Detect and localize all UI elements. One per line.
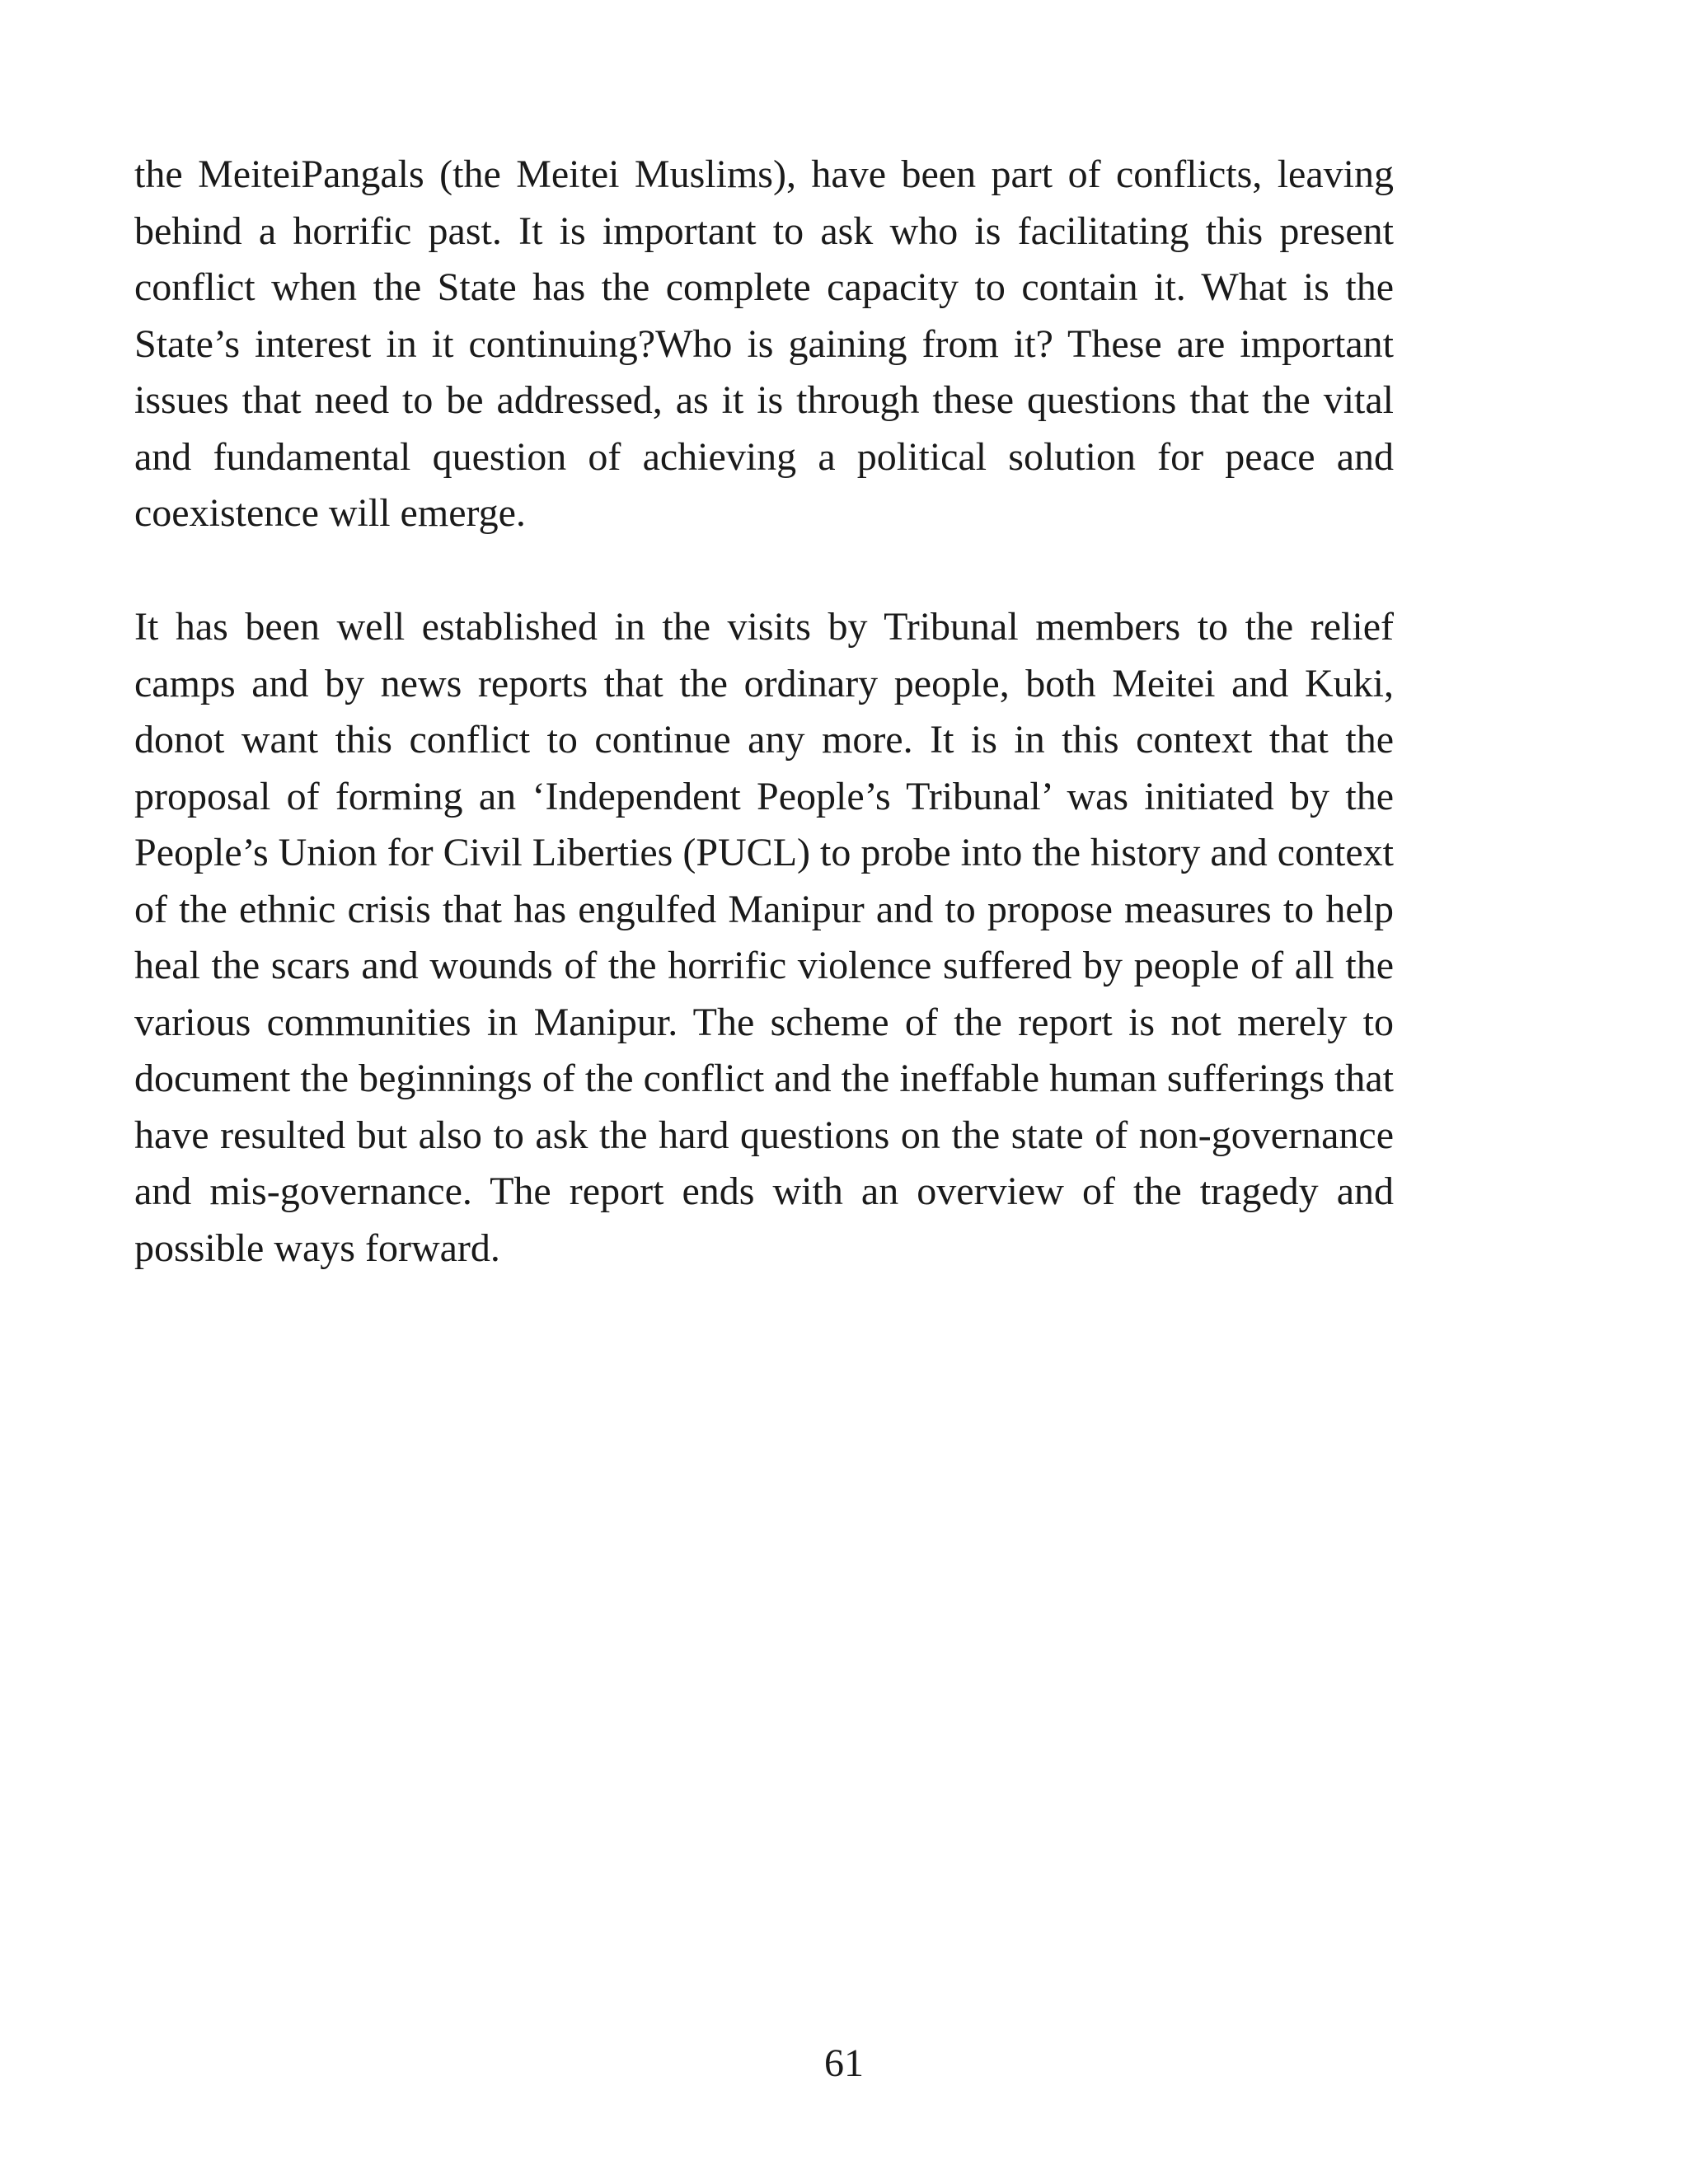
paragraph-text: It has been well established in the visits by Tribunal members to the relief camps and by news reports that the ordinary people, both Meitei and Kuki, donot want this conflict to continue any more. It is in this context that the proposal of forming an ‘Independent People’s Tribunal’ was initiated by the People’s Union for Civil Liberties (PUCL) to probe into the history and context of the ethnic crisis that has engulfed Manipur and to propose measures to help heal the scars and wounds of the horrific violence suffered by people of all the various communities in Manipur. The scheme of the report is not merely to document the beginnings of the conflict and the ineffable human sufferings that have resulted but also to ask the hard questions on the state of non-governance and mis-governance. The report ends with an overview of the tragedy and possible ways forward. [134, 605, 1394, 1270]
body-paragraph-2 [134, 599, 1394, 1277]
page-number: 61 [824, 2041, 864, 2085]
paragraph-text: the MeiteiPangals (the Meitei Muslims), have been part of conflicts, leaving behind a horrific past. It is important to ask who is facilitating this present conflict when the State has the complete capacity to contain it. What is the State’s interest in it continuing?Who is gaining from it? These are important issues that need to be addressed, as it is through these questions that the vital and fundamental question of achieving a political solution for peace and coexistence will emerge. [134, 152, 1394, 535]
body-paragraph-1 [134, 147, 1394, 542]
